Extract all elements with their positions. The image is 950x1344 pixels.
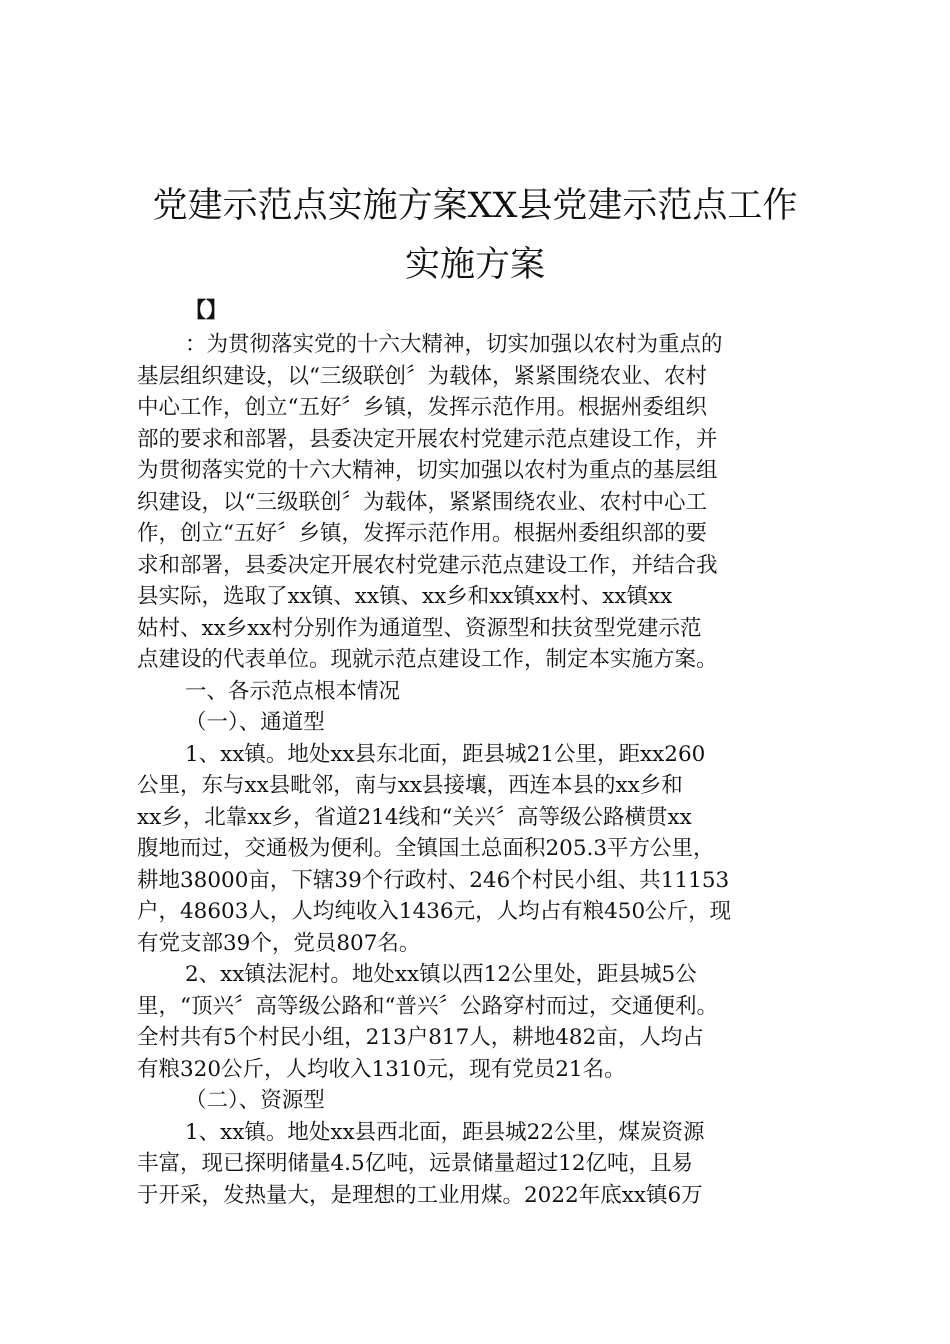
document-title-line-1: 党建示范点实施方案XX县党建示范点工作	[152, 186, 798, 226]
body-line: 姑村、xx乡xx村分别作为通道型、资源型和扶贫型党建示范	[137, 615, 702, 641]
body-line: 1、xx镇。地处xx县西北面，距县城22公里，煤炭资源	[185, 1119, 705, 1145]
body-line: 里，“顶兴〞高等级公路和“普兴〞公路穿村而过，交通便利。	[137, 993, 718, 1019]
body-line: 部的要求和部署，县委决定开展农村党建示范点建设工作，并	[137, 426, 718, 452]
body-line: 织建设，以“三级联创〞为载体，紧紧围绕农业、农村中心工	[137, 489, 707, 515]
body-line: 作，创立“五好〞乡镇，发挥示范作用。根据州委组织部的要	[137, 521, 707, 546]
body-line: 1、xx镇。地处xx县东北面，距县城21公里，距xx260	[185, 741, 706, 767]
body-line: 有粮320公斤，人均收入1310元，现有党员21名。	[137, 1056, 626, 1082]
bracket-placeholder: 【】	[185, 297, 227, 322]
body-line: 腹地而过，交通极为便利。全镇国土总面积205.3平方公里，	[137, 836, 715, 861]
body-line: 2、xx镇法泥村。地处xx镇以西12公里处，距县城5公	[185, 962, 697, 987]
body-line: xx乡，北靠xx乡，省道214线和“关兴〞高等级公路横贯xx	[137, 804, 692, 830]
document-body	[137, 329, 837, 1211]
body-line: 点建设的代表单位。现就示范点建设工作，制定本实施方案。	[137, 647, 718, 672]
section-heading: 一、各示范点根本情况	[185, 678, 401, 704]
body-line: 有党支部39个，党员807名。	[137, 930, 421, 956]
body-line: 公里，东与xx县毗邻，南与xx县接壤，西连本县的xx乡和	[137, 773, 683, 798]
body-line: 中心工作，创立“五好〞乡镇，发挥示范作用。根据州委组织	[137, 395, 707, 420]
body-line: ：为贯彻落实党的十六大精神，切实加强以农村为重点的	[185, 332, 723, 357]
subsection-heading: （二）、资源型	[185, 1088, 325, 1113]
body-line: 为贯彻落实党的十六大精神，切实加强以农村为重点的基层组	[137, 458, 718, 483]
body-line: 全村共有5个村民小组，213户817人，耕地482亩，人均占	[137, 1025, 704, 1050]
document-title-line-2: 实施方案	[404, 245, 545, 285]
subsection-heading: （一）、通道型	[185, 710, 325, 735]
body-line: 户，48603人，人均纯收入1436元，人均占有粮450公斤，现	[137, 899, 732, 924]
body-line: 求和部署，县委决定开展农村党建示范点建设工作，并结合我	[137, 552, 718, 578]
body-line: 基层组织建设，以“三级联创〞为载体，紧紧围绕农业、农村	[137, 363, 707, 389]
body-line: 丰富，现已探明储量4.5亿吨，远景储量超过12亿吨，且易	[137, 1151, 694, 1176]
body-line: 县实际，选取了xx镇、xx镇、xx乡和xx镇xx村、xx镇xx	[137, 584, 673, 609]
body-line: 耕地38000亩，下辖39个行政村、246个村民小组、共11153	[137, 867, 730, 893]
body-line: 于开采，发热量大，是理想的工业用煤。2022年底xx镇6万	[137, 1182, 703, 1208]
